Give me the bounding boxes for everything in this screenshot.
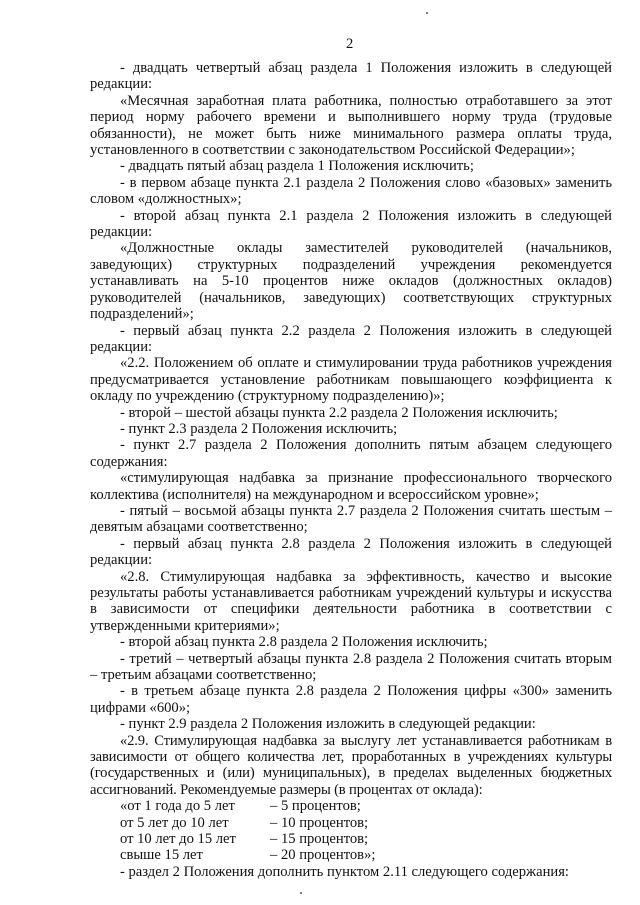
service-percent: – 5 процентов; [270,798,361,815]
paragraph-1: - двадцать четвертый абзац раздела 1 Положения изложить в следующей редакции: [90,60,612,93]
service-range: «от 1 года до 5 лет [120,798,235,815]
scan-speck [300,892,302,894]
paragraph-9: - второй – шестой абзацы пункта 2.2 раздела 2 Положения исключить; [120,404,558,421]
paragraph-19: - пункт 2.9 раздела 2 Положения изложить в следующей редакции: [120,716,536,733]
service-range: свыше 15 лет [120,847,203,864]
paragraph-13: - пятый – восьмой абзацы пункта 2.7 раздела 2 Положения считать шестым – девятым абзацами соответственно; [90,502,612,536]
document-page [90,0,612,905]
paragraph-11: - пункт 2.7 раздела 2 Положения дополнить пятым абзацем следующего содержания: [90,437,612,470]
paragraph-5: - второй абзац пункта 2.1 раздела 2 Положения изложить в следующей редакции: [90,207,612,241]
paragraph-closing: - раздел 2 Положения дополнить пунктом 2.11 следующего содержания: [120,863,569,880]
paragraph-10: - пункт 2.3 раздела 2 Положения исключить; [120,420,398,437]
paragraph-7: - первый абзац пункта 2.2 раздела 2 Положения изложить в следующей редакции: [90,322,612,355]
paragraph-20: «2.9. Стимулирующая надбавка за выслугу лет устанавливается работникам в зависимости от общего количества лет, проработанных в учреждениях культуры (государственных и (или) муниципальных), в пределах выделенных бюджетных ассигнований. Рекомендуемые размеры (в процентах от оклада): [90,732,612,798]
paragraph-17: - третий – четвертый абзацы пункта 2.8 раздела 2 Положения считать вторым – третьим абзацами соответственно; [90,650,612,684]
document-body [90,60,612,880]
paragraph-14: - первый абзац пункта 2.8 раздела 2 Положения изложить в следующей редакции: [90,535,612,569]
service-percent: – 10 процентов; [270,814,369,831]
service-scale-row [120,798,612,814]
service-percent: – 15 процентов; [270,831,369,848]
page-number: 2 [346,36,354,52]
paragraph-2: «Месячная заработная плата работника, полностью отработавшего за этот период норму рабочего времени и выполнившего норму труда (трудовые обязанности), не может быть ниже минимального размера оплаты труда, установленного в соответствии с законодательством Российской Федерации»; [90,92,612,159]
service-scale-row [120,815,612,831]
paragraph-12: «стимулирующая надбавка за признание профессионального творческого коллектива (исполнителя) на международном и всероссийском уровне»; [90,470,612,503]
service-scale-list [90,798,612,864]
paragraph-4: - в первом абзаце пункта 2.1 раздела 2 Положения слово «базовых» заменить словом «должностных»; [90,174,612,208]
paragraph-16: - второй абзац пункта 2.8 раздела 2 Положения исключить; [120,634,488,651]
service-percent: – 20 процентов»; [270,847,376,864]
service-scale-row [120,831,612,847]
paragraph-8: «2.2. Положением об оплате и стимулировании труда работников учреждения предусматривается установление работникам повышающего коэффициента к окладу по учреждению (структурному подразделению)»; [90,355,612,405]
paragraph-15: «2.8. Стимулирующая надбавка за эффективность, качество и высокие результаты работы устанавливается работникам учреждений культуры и искусства в зависимости от специфики деятельности работника в соответствии с утвержденными критериями»; [90,568,612,634]
paragraph-18: - в третьем абзаце пункта 2.8 раздела 2 Положения цифры «300» заменить цифрами «600»; [90,683,612,716]
paragraph-3: - двадцать пятый абзац раздела 1 Положения исключить; [120,158,474,175]
service-range: от 5 лет до 10 лет [120,814,229,831]
paragraph-6: «Должностные оклады заместителей руководителей (начальников, заведующих) структурных подразделений учреждения рекомендуется устанавливать на 5-10 процентов ниже окладов (должностных окладов) руководителей (начальников, заведующих) соответствующих структурных подразделений»; [90,240,612,323]
service-scale-row [120,847,612,863]
scan-speck [426,12,428,14]
service-range: от 10 лет до 15 лет [120,831,236,848]
